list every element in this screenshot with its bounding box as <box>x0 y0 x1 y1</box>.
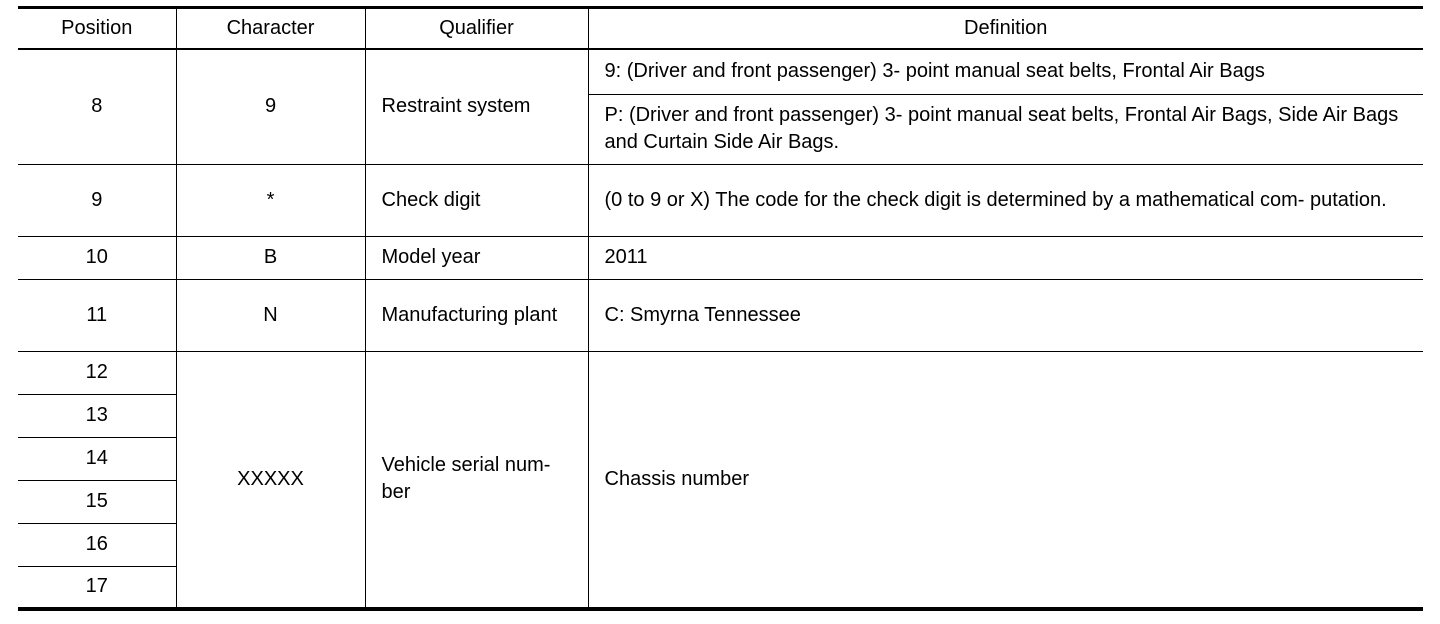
position-cell: 12 <box>18 351 176 394</box>
qualifier-cell: Model year <box>365 236 588 279</box>
position-cell: 15 <box>18 480 176 523</box>
header-definition: Definition <box>588 8 1423 50</box>
character-cell: * <box>176 164 365 236</box>
table-row <box>18 351 1423 394</box>
definition-cell: Chassis number <box>588 351 1423 609</box>
position-cell: 16 <box>18 523 176 566</box>
position-cell: 11 <box>18 279 176 351</box>
header-qualifier: Qualifier <box>365 8 588 50</box>
definition-cell: P: (Driver and front passenger) 3- point manual seat belts, Frontal Air Bags, Side Air Bags and Curtain Side Air Bags. <box>588 94 1423 164</box>
definition-cell: (0 to 9 or X) The code for the check digit is determined by a mathematical com- putation. <box>588 164 1423 236</box>
position-cell: 17 <box>18 566 176 609</box>
header-position: Position <box>18 8 176 50</box>
vin-table <box>18 6 1423 611</box>
character-cell: 9 <box>176 49 365 164</box>
definition-cell: 2011 <box>588 236 1423 279</box>
table-row <box>18 236 1423 279</box>
character-cell: N <box>176 279 365 351</box>
position-cell: 14 <box>18 437 176 480</box>
position-cell: 10 <box>18 236 176 279</box>
qualifier-cell: Manufacturing plant <box>365 279 588 351</box>
position-cell: 8 <box>18 49 176 164</box>
position-cell: 9 <box>18 164 176 236</box>
definition-cell: C: Smyrna Tennessee <box>588 279 1423 351</box>
qualifier-cell: Check digit <box>365 164 588 236</box>
qualifier-cell: Vehicle serial num- ber <box>365 351 588 609</box>
position-cell: 13 <box>18 394 176 437</box>
header-character: Character <box>176 8 365 50</box>
character-cell: XXXXX <box>176 351 365 609</box>
table-row <box>18 49 1423 94</box>
header-row <box>18 8 1423 50</box>
definition-cell: 9: (Driver and front passenger) 3- point manual seat belts, Frontal Air Bags <box>588 49 1423 94</box>
table-row <box>18 279 1423 351</box>
character-cell: B <box>176 236 365 279</box>
table-row <box>18 164 1423 236</box>
qualifier-cell: Restraint system <box>365 49 588 164</box>
